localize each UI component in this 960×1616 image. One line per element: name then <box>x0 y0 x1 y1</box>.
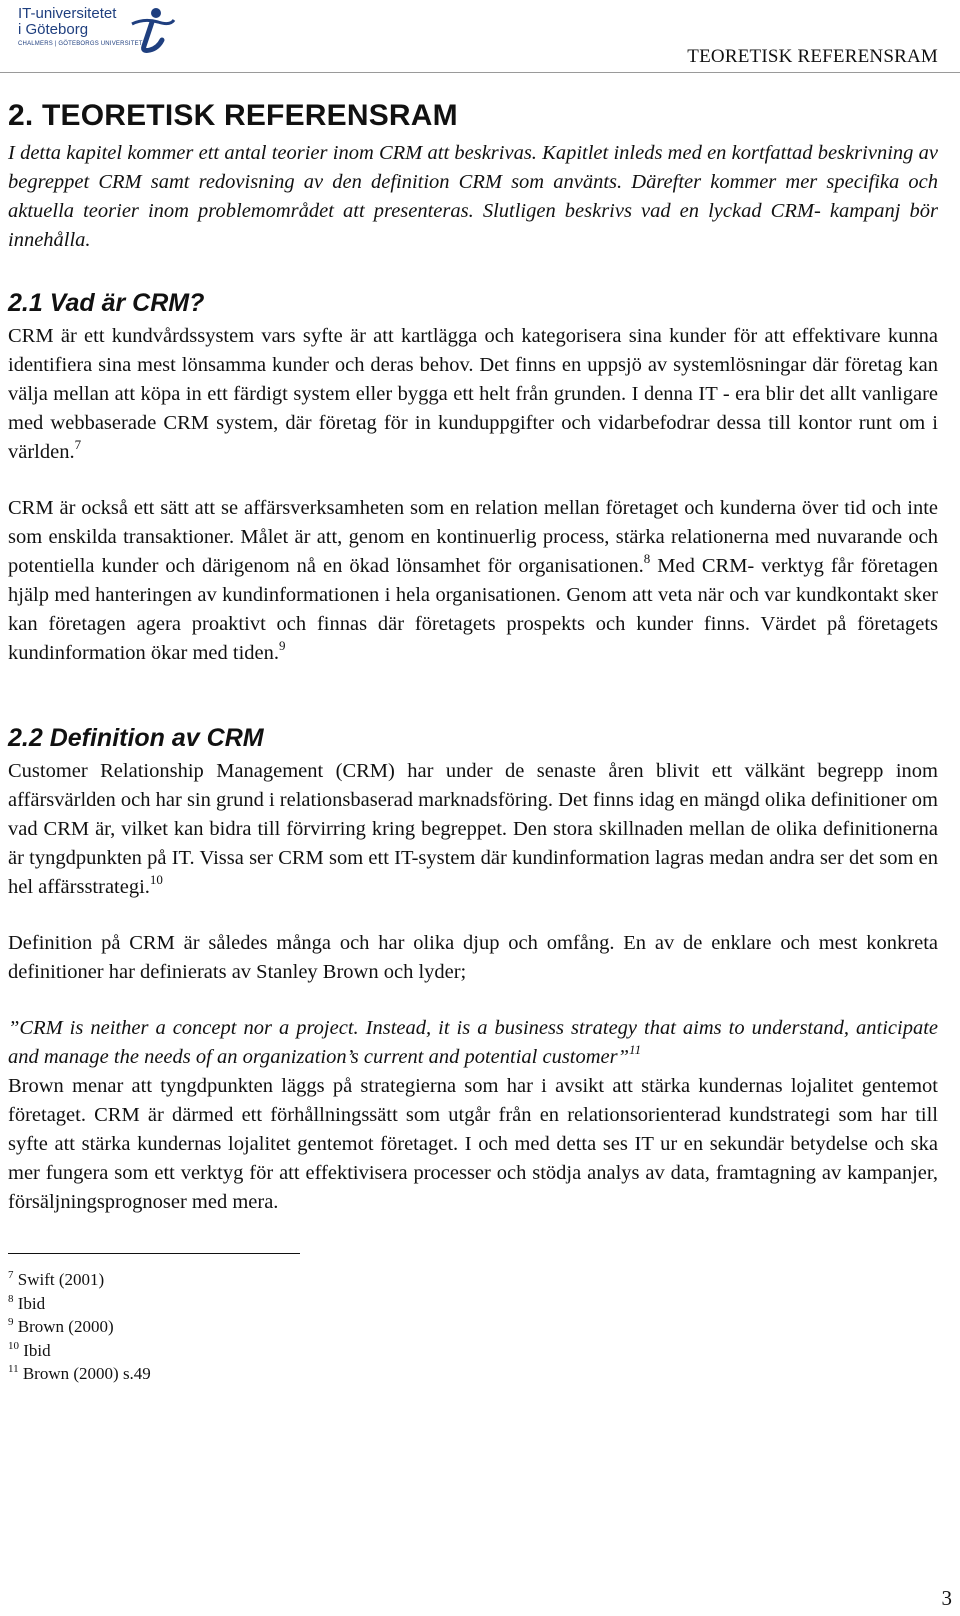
paragraph-text: Med CRM- verktyg får företagen hjälp med hanteringen av kundinformationen i hela organisationen. Genom att veta när och var kundkontakt sker kan företagen agera proaktivt och finnas där företagets prospekts och kunder finns. Värdet på företagets kundinformation ökar med tiden. <box>8 555 938 664</box>
footnote-item <box>8 1268 938 1292</box>
footnote-text: Ibid <box>13 1293 46 1313</box>
paragraph-text: CRM är ett kundvårdssystem vars syfte är att kartlägga och kategorisera sina kunder för att effektivare kunna identifiera sina mest lönsamma kunder och deras behov. Det finns en uppsjö av systemlösningar där företag kan välja mellan att köpa in ett färdigt system eller bygga ett helt från grunden. I denna IT - era blir det allt vanligare med webbaserade CRM system, där företag för in kunduppgifter och vidarbefodrar dessa till kontor runt om i världen. <box>8 325 938 463</box>
footnote-ref: 8 <box>643 551 651 566</box>
logo-line-1: IT-universitetet <box>18 5 117 22</box>
footnote-text: Swift (2001) <box>13 1270 105 1289</box>
footnote-number: 9 <box>8 1316 14 1328</box>
footnote-item <box>8 1339 938 1363</box>
logo-i-symbol-icon <box>122 6 176 54</box>
footnote-item <box>8 1362 938 1386</box>
footnote-ref: 7 <box>74 437 82 452</box>
paragraph-2-2-b: Definition på CRM är således många och har olika djup och omfång. En av de enklare och mest konkreta definitioner har definierats av Stanley Brown och lyder; <box>8 932 938 983</box>
section-heading-2-1: 2.1 Vad är CRM? <box>8 289 205 317</box>
chapter-intro: I detta kapitel kommer ett antal teorier inom CRM att beskrivas. Kapitlet inleds med en kortfattad beskrivning av begreppet CRM samt redovisning av den definition CRM som använts. Därefter kommer mer specifika och aktuella teorier inom problemområdet att presenteras. Slutligen beskrivs vad en lyckad CRM- kampanj bör innehålla. <box>8 142 938 251</box>
logo-line-2: i Göteborg <box>18 21 89 38</box>
running-head: TEORETISK REFERENSRAM <box>687 46 938 67</box>
university-logo <box>18 6 178 56</box>
footnote-item <box>8 1292 938 1316</box>
paragraph-2-2-a <box>8 757 938 902</box>
footnote-text: Brown (2000) <box>13 1317 114 1336</box>
footnote-ref: 11 <box>629 1042 642 1057</box>
footnote-number: 7 <box>8 1269 14 1281</box>
definition-quote <box>8 1014 938 1072</box>
footnote-ref: 9 <box>279 638 286 653</box>
footnote-text: Ibid <box>19 1340 51 1360</box>
footnote-number: 11 <box>8 1363 19 1375</box>
paragraph-2-1-a <box>8 322 938 467</box>
section-heading-2-2: 2.2 Definition av CRM <box>8 724 264 752</box>
footnote-number: 8 <box>8 1292 14 1305</box>
footnote-ref: 10 <box>149 872 163 887</box>
logo-subline: CHALMERS | GÖTEBORGS UNIVERSITET <box>18 41 143 47</box>
logo-text <box>18 6 116 38</box>
footnote-text: Brown (2000) s.49 <box>18 1364 151 1383</box>
paragraph-2-1-b <box>8 494 938 668</box>
paragraph-text: CRM är också ett sätt att se affärsverksamheten som en relation mellan företaget och kunderna över tid och inte som enskilda transaktioner. Målet är att, genom en kontinuerlig process, stärka relationerna med nuvarande och potentiella kunder och därigenom nå en ökad lönsamhet för organisationen. <box>8 497 938 577</box>
page-number: 3 <box>941 1586 952 1610</box>
footnote-item <box>8 1315 938 1339</box>
footnotes <box>8 1268 938 1386</box>
paragraph-2-2-c: Brown menar att tyngdpunkten läggs på strategierna som har i avsikt att stärka kundernas lojalitet gentemot företaget. CRM är därmed ett förhållningssätt som utgår från en relationsorienterad kundstrategi som har till syfte att stärka kundernas lojalitet gentemot företaget. I och med detta ses IT ur en sekundär betydelse och ska mer fungera som ett verktyg för att effektivisera processer och stödja analys av data, framtagning av kampanjer, försäljningsprognoser med mera. <box>8 1075 938 1213</box>
paragraph-text: Customer Relationship Management (CRM) har under de senaste åren blivit ett välkänt begrepp inom affärsvärlden och har sin grund i relationsbaserad marknadsföring. Det finns idag en mängd olika definitioner om vad CRM är, vilket kan bidra till förvirring kring begreppet. Den stora skillnaden mellan de olika definitionerna är tyngdpunkten på IT. Vissa ser CRM som ett IT-system där kundinformation lagras medan andra ser det som en hel affärsstrategi. <box>8 760 938 898</box>
footnote-divider <box>8 1253 300 1254</box>
quote-text: ”CRM is neither a concept nor a project. Instead, it is a business strategy that aims to understand, anticipate and manage the needs of an organization’s current and potential customer” <box>8 1017 938 1068</box>
chapter-title: 2. TEORETISK REFERENSRAM <box>8 99 458 132</box>
page-header <box>0 0 960 73</box>
footnote-number: 10 <box>8 1339 19 1352</box>
